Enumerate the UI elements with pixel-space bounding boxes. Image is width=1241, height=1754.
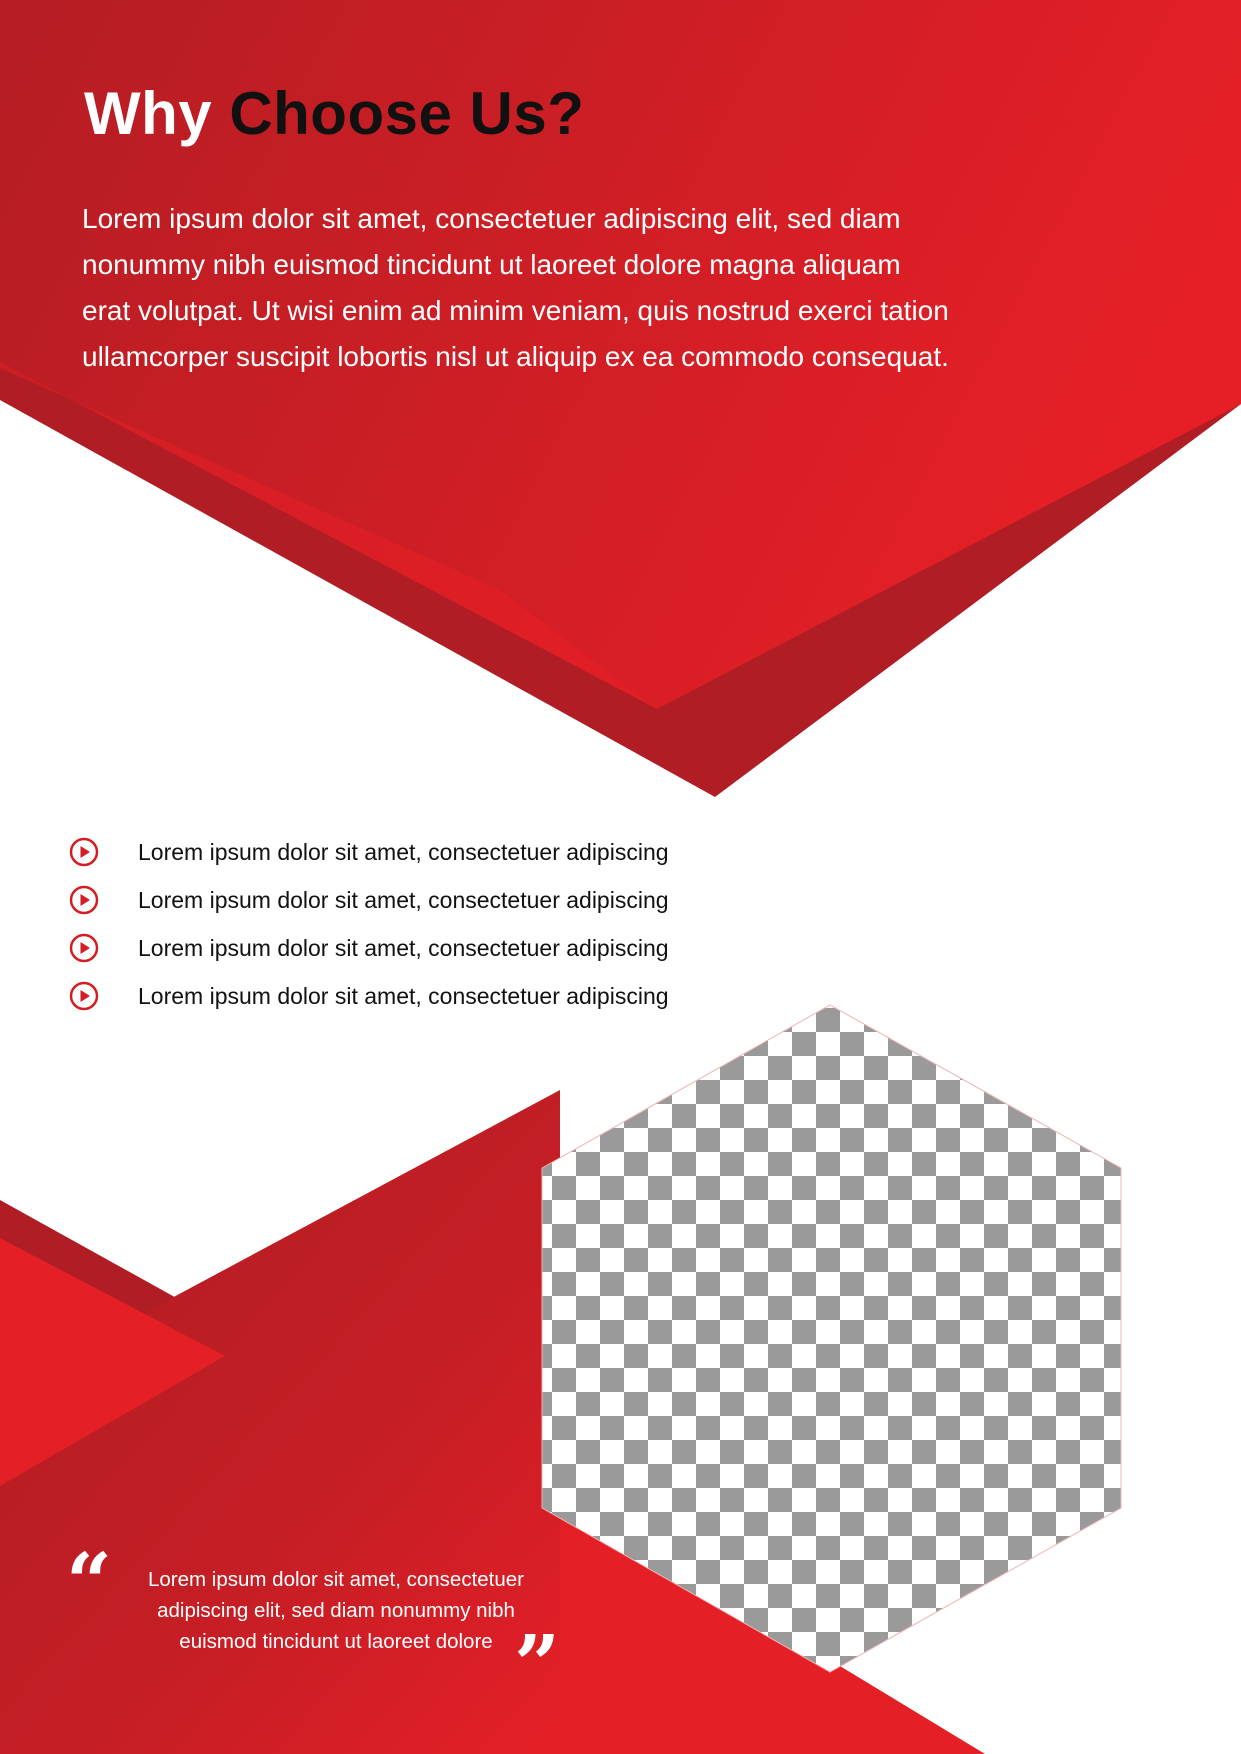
quote-line: Lorem ipsum dolor sit amet, consectetuer [148,1568,524,1591]
page-title [84,78,584,150]
feature-text: Lorem ipsum dolor sit amet, consectetuer adipiscing [138,934,669,961]
play-circle-icon [68,884,100,916]
feature-text: Lorem ipsum dolor sit amet, consectetuer adipiscing [138,838,669,865]
intro-paragraph [82,196,1102,380]
feature-text: Lorem ipsum dolor sit amet, consectetuer adipiscing [138,982,669,1009]
play-circle-icon [68,836,100,868]
quote-line: euismod tincidunt ut laoreet dolore [179,1630,493,1653]
feature-list [68,828,669,1020]
feature-item [68,876,669,924]
intro-line: ullamcorper suscipit lobortis nisl ut aliquip ex ea commodo consequat. [82,341,949,372]
title-word-why: Why [84,80,213,147]
close-quote-icon: ” [514,1617,561,1711]
testimonial-quote [66,1535,566,1711]
play-circle-icon [68,932,100,964]
feature-item [68,924,669,972]
quote-line: adipiscing elit, sed diam nonummy nibh [157,1599,515,1622]
feature-item [68,828,669,876]
intro-line: erat volutpat. Ut wisi enim ad minim veniam, quis nostrud exerci tation [82,295,949,326]
open-quote-icon: “ [66,1535,113,1629]
feature-item [68,972,669,1020]
feature-text: Lorem ipsum dolor sit amet, consectetuer adipiscing [138,886,669,913]
title-word-choose-us: Choose Us? [229,80,585,147]
intro-line: nonummy nibh euismod tincidunt ut laoreet dolore magna aliquam [82,249,901,280]
play-circle-icon [68,980,100,1012]
quote-text [106,1564,566,1657]
intro-line: Lorem ipsum dolor sit amet, consectetuer adipiscing elit, sed diam [82,203,901,234]
